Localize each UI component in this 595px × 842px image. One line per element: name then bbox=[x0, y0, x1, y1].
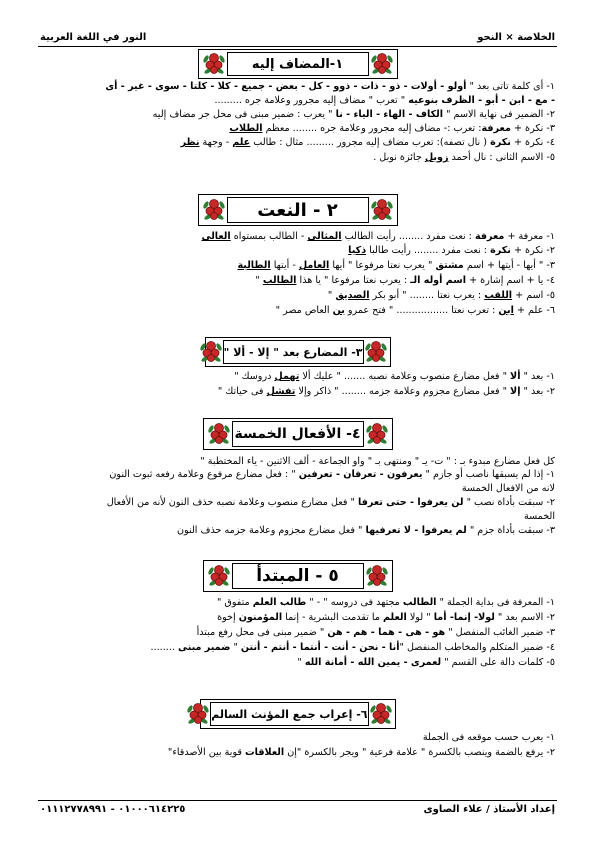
text-segment: ٤- نكرة + bbox=[510, 137, 555, 148]
section-title: ١-المضاف إليه bbox=[227, 52, 369, 76]
text-segment: ١- معرفة + bbox=[504, 231, 555, 242]
section-banner bbox=[200, 699, 396, 729]
text-segment: " فعل مضارع مجزوم وعلامة جزمه ........ " ذاكر وإلا bbox=[295, 386, 511, 397]
rose-ornament bbox=[201, 197, 227, 223]
rule-line bbox=[40, 274, 555, 288]
rose-icon bbox=[365, 421, 389, 447]
rule-line bbox=[40, 80, 555, 94]
text-segment: " لولا bbox=[406, 612, 434, 623]
rose-ornament bbox=[186, 702, 210, 726]
rose-icon bbox=[370, 197, 394, 223]
underlined-example: ذكيا bbox=[348, 245, 367, 256]
text-segment: ٢- سبقت بأداة نصب " bbox=[463, 497, 555, 508]
header-rule bbox=[38, 46, 557, 47]
text-segment: ٢- يرفع بالضمة وينصب بالكسرة " علامة فرعية " ويجر بالكسرة "إن bbox=[284, 747, 555, 758]
text-segment: ١- أى كلمة تاتى بعد " bbox=[466, 81, 555, 92]
rose-icon bbox=[199, 339, 223, 365]
text-segment: " bbox=[255, 275, 263, 286]
text-segment: " يعرب نعتا مرفوعا " أيها bbox=[329, 260, 436, 271]
text-segment: ٣- ضمير الغائب المنفصل " bbox=[445, 627, 555, 638]
rule-line bbox=[40, 304, 555, 318]
text-segment: ١- إذا لم يسبقها ناصب أو جازم " bbox=[422, 469, 555, 480]
text-segment: جائزة نوبل . bbox=[373, 152, 425, 163]
rule-line bbox=[40, 596, 555, 610]
bold-keyword: نكرة bbox=[490, 245, 511, 256]
text-segment: ١- يعرب حسب موقعه فى الجملة bbox=[422, 732, 555, 743]
rule-line bbox=[40, 524, 555, 538]
text-segment: : نعت مفرد ........ رأيت طالبا bbox=[366, 245, 491, 256]
text-segment: : تعرب نعتا ................. " فتح عمرو bbox=[344, 305, 499, 316]
bold-keyword: أولو - أولات - ذو - ذات - ذوو - كل - بعض - جميع - كلا - كلتا - سوى - غير - أى bbox=[105, 81, 467, 92]
text-segment: ١- المعرفة فى بداية الجملة " bbox=[436, 597, 555, 608]
text-segment: ........ bbox=[150, 642, 178, 653]
bold-keyword: لم يعرفوا - لا تعرفيها bbox=[365, 525, 467, 536]
underlined-example: علم bbox=[232, 137, 251, 148]
footer-rule bbox=[38, 800, 557, 801]
text-segment: ٣- " أيها - أيتها + اسم bbox=[463, 260, 555, 271]
bold-keyword: معرفة bbox=[481, 123, 511, 134]
bold-keyword: الكاف - الهاء - الياء - نا bbox=[335, 109, 444, 120]
rule-line bbox=[40, 611, 555, 625]
text-segment: " bbox=[327, 290, 336, 301]
text-segment: : تعرب :- مضاف إليه مجرور وعلامة جره ........ معظم bbox=[262, 123, 482, 134]
rule-line bbox=[40, 259, 555, 273]
text-segment: " ضمير مبنى فى محل رفع مبتدأ bbox=[196, 627, 328, 638]
section-banner bbox=[203, 560, 393, 592]
rose-ornament bbox=[199, 340, 223, 364]
text-segment: " : فعل مضارع مرفوع وعلامة رفعه ثبوت النون bbox=[109, 469, 299, 480]
text-segment: ٢- نكرة + bbox=[510, 245, 555, 256]
text-segment: كل فعل مضارع مبدوء بـ : " ت- يـ " ومنتهى بـ " واو الجماعة - ألف الاثنين - ياء المختطبة " bbox=[200, 456, 555, 467]
rose-ornament bbox=[201, 52, 227, 76]
underlined-example: تفشل bbox=[266, 386, 296, 397]
rose-ornament bbox=[369, 702, 393, 726]
text-segment: ٦- علم + bbox=[513, 305, 555, 316]
text-segment: " فعل مضارع منصوب وعلامة نصبه ....... " عليك ألا bbox=[299, 371, 511, 382]
underlined-example: العامل bbox=[298, 260, 330, 271]
section-title: ٦- إعراب جمع المؤنث السالم bbox=[210, 702, 368, 726]
text-segment: الخمسة bbox=[523, 511, 555, 522]
text-segment: ٢- الاسم بعد " bbox=[494, 612, 555, 623]
section-banner bbox=[205, 337, 391, 367]
text-segment: ٥- الاسم الثانى : نال أحمد bbox=[448, 152, 555, 163]
text-segment: العاص مصر " bbox=[275, 305, 333, 316]
bold-keyword: مشتق bbox=[435, 260, 464, 271]
rule-line bbox=[40, 510, 555, 524]
underlined-example: زويل bbox=[424, 152, 449, 163]
underlined-example: نظر bbox=[180, 137, 200, 148]
rule-line bbox=[40, 455, 555, 469]
header-series: النور في اللغة العربية bbox=[40, 32, 147, 43]
rule-line bbox=[40, 244, 555, 258]
bold-keyword: لولا- إنما- أما bbox=[433, 612, 495, 623]
bold-keyword: - مع - ابن - أبو - الظرف بنوعيه bbox=[408, 95, 555, 106]
bold-keyword: طالب العلم bbox=[252, 597, 307, 608]
rule-line bbox=[40, 122, 555, 136]
underlined-example: الطلاب bbox=[229, 123, 263, 134]
rose-icon bbox=[365, 563, 389, 589]
footer-phones: ٠١٠٠٠٦١٤٢٢٥ - ٠١١١٢٧٧٨٩٩١ bbox=[40, 804, 186, 815]
rose-ornament bbox=[206, 421, 232, 447]
text-segment: إخوة bbox=[217, 612, 239, 623]
rule-line bbox=[40, 136, 555, 150]
rose-icon bbox=[202, 51, 226, 77]
rose-icon bbox=[369, 701, 393, 727]
rose-icon bbox=[186, 701, 210, 727]
text-segment: ٤- يا + اسم إشارة + bbox=[466, 275, 555, 286]
text-segment: ( نال تصفه): تعرب مضاف إليه مجرور ......... مثال : طالب bbox=[250, 137, 491, 148]
bold-keyword: أنا - نحن - أنت - أنتما - أنتم - أنتن bbox=[240, 642, 400, 653]
page-header bbox=[40, 32, 555, 46]
text-segment: لانه من الافعال الخمسة bbox=[461, 483, 555, 494]
text-segment: فى حياتك " bbox=[217, 386, 267, 397]
text-segment: : يعرب نعتا مرفوعا " يا هذا bbox=[296, 275, 411, 286]
text-segment: - وجهة bbox=[199, 137, 233, 148]
bold-keyword: لن يعرفوا - حتى تعرفا bbox=[357, 497, 464, 508]
text-segment: مجتهد فى دروسه " - " bbox=[306, 597, 403, 608]
bold-keyword: العلاقات bbox=[245, 747, 285, 758]
rose-ornament bbox=[206, 563, 232, 589]
text-segment: " تعرب " مضاف إليه مجرور وعلامة جره ......... bbox=[214, 95, 409, 106]
section-title: ٣- المضارع بعد " إلا - ألا " bbox=[223, 340, 364, 364]
rose-icon bbox=[207, 563, 231, 589]
text-segment: قوية بين الأصدقاء" bbox=[167, 747, 246, 758]
text-segment: : يعرب نعتا ........ " أبو بكر bbox=[369, 290, 485, 301]
rose-icon bbox=[364, 339, 388, 365]
bold-keyword: المؤمنون bbox=[238, 612, 283, 623]
text-segment: ٢- الضمير فى نهاية الاسم " bbox=[443, 109, 555, 120]
text-segment: ٣- نكرة + bbox=[510, 123, 555, 134]
rule-line bbox=[40, 496, 555, 510]
text-segment: ٥- كلمات دالة على القسم " bbox=[441, 657, 555, 668]
rule-line bbox=[40, 656, 555, 670]
underlined-example: الطالبة bbox=[237, 260, 271, 271]
rule-line bbox=[40, 746, 555, 760]
section-title: ٢ - النعت bbox=[227, 197, 369, 223]
rose-ornament bbox=[369, 197, 395, 223]
rule-line bbox=[40, 94, 555, 108]
bold-keyword: يعرفون - تعرفان - تعرفين bbox=[298, 469, 423, 480]
rose-ornament bbox=[364, 563, 390, 589]
header-title: الخلاصة × النحو bbox=[477, 32, 555, 43]
text-segment: ٤- ضمير المتكلم والمخاطب المنفصل " bbox=[399, 642, 555, 653]
rule-line bbox=[40, 482, 555, 496]
underlined-example: المثالى bbox=[307, 231, 342, 242]
bold-keyword: معرفة bbox=[474, 231, 505, 242]
rule-line bbox=[40, 370, 555, 384]
text-segment: " فعل مضارع مجزوم وعلامة جزمه حذف النون bbox=[176, 525, 366, 536]
underlined-example: الصديق bbox=[335, 290, 370, 301]
rose-icon bbox=[207, 421, 231, 447]
text-segment: ٢- بعد " bbox=[520, 386, 555, 397]
bold-keyword: إلا bbox=[510, 386, 521, 397]
text-segment: ٥- اسم + bbox=[512, 290, 555, 301]
text-segment: " bbox=[297, 657, 305, 668]
text-segment: دروسك " bbox=[234, 371, 275, 382]
text-segment: ما تقدمت البشرية - إنما bbox=[282, 612, 384, 623]
rule-line bbox=[40, 385, 555, 399]
underlined-example: الطالب bbox=[262, 275, 297, 286]
section-title: ٥ - المبتدأ bbox=[232, 563, 364, 589]
section-title: ٤- الأفعال الخمسة bbox=[232, 421, 364, 447]
text-segment: - الطالب بمستواه bbox=[230, 231, 308, 242]
bold-keyword: ضمير مبنى bbox=[177, 642, 231, 653]
text-segment: " يعرب : ضمير مبنى فى محل جر مضاف إليه bbox=[152, 109, 336, 120]
rule-line bbox=[40, 230, 555, 244]
rose-icon bbox=[202, 197, 226, 223]
rule-line bbox=[40, 731, 555, 745]
rule-line bbox=[40, 151, 555, 165]
rule-line bbox=[40, 108, 555, 122]
bold-keyword: لعمرى - يمين الله - أمانة الله bbox=[304, 657, 442, 668]
text-segment: ٣- سبقت بأداة جزم " bbox=[466, 525, 555, 536]
section-banner bbox=[198, 49, 398, 79]
rule-line bbox=[40, 468, 555, 482]
footer-author: إعداد الأستاذ / علاء الصاوى bbox=[423, 804, 555, 815]
text-segment: " bbox=[230, 642, 241, 653]
bold-keyword: اسم أوله الـ bbox=[410, 275, 467, 286]
text-segment: - أيتها bbox=[270, 260, 299, 271]
bold-keyword: الطالب bbox=[402, 597, 437, 608]
text-segment: متفوق " bbox=[216, 597, 253, 608]
page-footer bbox=[40, 804, 555, 818]
text-segment: ١- بعد " bbox=[520, 371, 555, 382]
rose-ornament bbox=[364, 421, 390, 447]
section-banner bbox=[198, 194, 398, 226]
bold-keyword: العلم bbox=[383, 612, 407, 623]
underlined-example: ابن bbox=[498, 305, 514, 316]
underlined-example: العالى bbox=[201, 231, 231, 242]
section-banner bbox=[203, 418, 393, 450]
bold-keyword: هو - هى - هما - هم - هن bbox=[327, 627, 446, 638]
underlined-example: اللقب bbox=[484, 290, 513, 301]
rule-line bbox=[40, 641, 555, 655]
text-segment: : نعت مفرد ........ رأيت الطالب bbox=[341, 231, 475, 242]
rule-line bbox=[40, 289, 555, 303]
text-segment: " فعل مضارع منصوب وعلامة نصبه حذف النون لأنه من الأفعال bbox=[106, 497, 358, 508]
bold-keyword: نكرة bbox=[490, 137, 511, 148]
rose-icon bbox=[370, 51, 394, 77]
rule-line bbox=[40, 626, 555, 640]
rose-ornament bbox=[369, 52, 395, 76]
rose-ornament bbox=[364, 340, 388, 364]
bold-keyword: ألا bbox=[510, 371, 521, 382]
underlined-example: بن bbox=[332, 305, 345, 316]
underlined-example: تهمل bbox=[274, 371, 300, 382]
